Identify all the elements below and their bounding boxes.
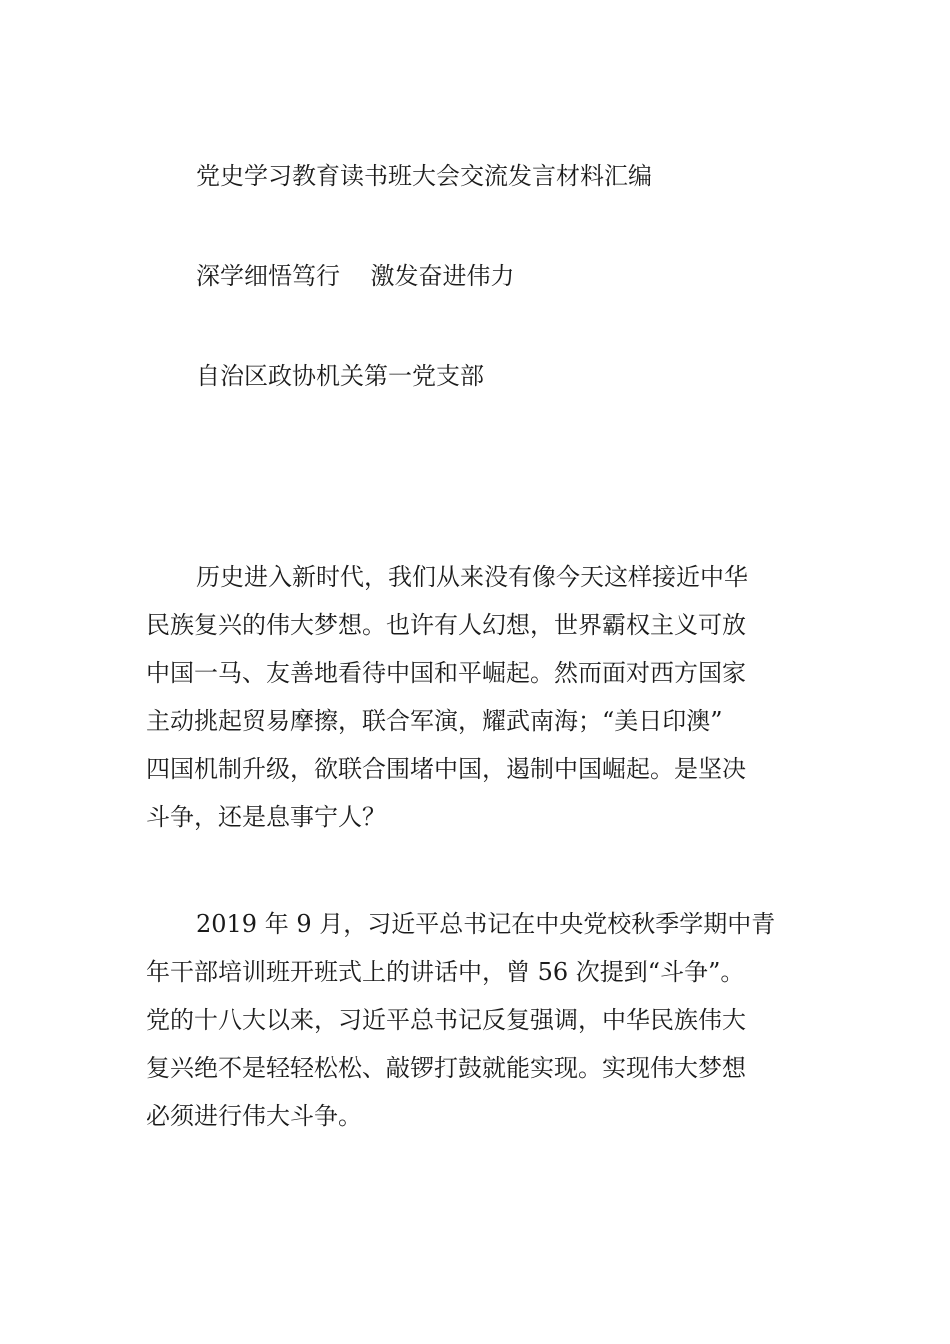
paragraph-line: 民族复兴的伟大梦想。也许有人幻想，世界霸权主义可放 <box>146 611 746 639</box>
paragraph-line: 中国一马、友善地看待中国和平崛起。然而面对西方国家 <box>146 659 746 687</box>
document-title: 党史学习教育读书班大会交流发言材料汇编 <box>196 162 652 190</box>
paragraph-line: 年干部培训班开班式上的讲话中，曾 56 次提到“斗争”。 <box>146 958 745 986</box>
paragraph-line: 主动挑起贸易摩擦，联合军演，耀武南海；“美日印澳” <box>146 707 723 735</box>
body-paragraph-1 <box>146 553 808 841</box>
paragraph-line: 必须进行伟大斗争。 <box>146 1102 362 1130</box>
paragraph-line: 党的十八大以来，习近平总书记反复强调，中华民族伟大 <box>146 1006 746 1034</box>
document-organization: 自治区政协机关第一党支部 <box>196 362 484 390</box>
body-paragraph-2 <box>146 900 808 1140</box>
paragraph-line: 斗争，还是息事宁人？ <box>146 803 386 831</box>
paragraph-line: 复兴绝不是轻轻松松、敲锣打鼓就能实现。实现伟大梦想 <box>146 1054 746 1082</box>
document-subtitle: 深学细悟笃行 激发奋进伟力 <box>196 262 515 290</box>
paragraph-line: 历史进入新时代，我们从来没有像今天这样接近中华 <box>196 563 748 591</box>
paragraph-line: 2019 年 9 月，习近平总书记在中央党校秋季学期中青 <box>196 910 776 938</box>
paragraph-line: 四国机制升级，欲联合围堵中国，遏制中国崛起。是坚决 <box>146 755 746 783</box>
